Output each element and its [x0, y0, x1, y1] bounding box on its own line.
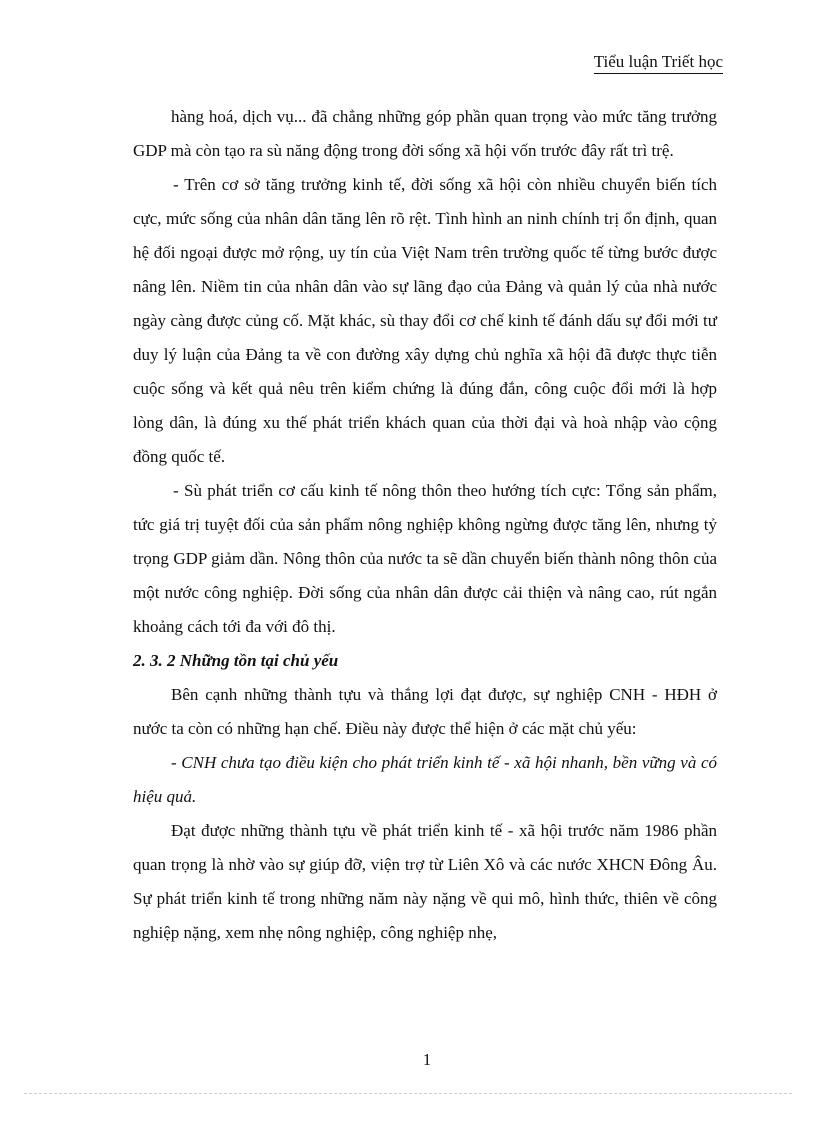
page-header-title: Tiểu luận Triết học: [594, 52, 723, 74]
paragraph-2: - Trên cơ sở tăng trưởng kinh tế, đời sống xã hội còn nhiều chuyển biến tích cực, mức sống của nhân dân tăng lên rõ rệt. Tình hình an ninh chính trị ổn định, quan hệ đối ngoại được mở rộng, uy tín của Việt Nam trên trường quốc tế từng bước được nâng lên. Niềm tin của nhân dân vào sự lãng đạo của Đảng và quản lý của nhà nước ngày càng được củng cố. Mặt khác, sù thay đổi cơ chế kinh tế đánh dấu sự đổi mới tư duy lý luận của Đảng ta về con đường xây dựng chủ nghĩa xã hội đã được thực tiễn cuộc sống và kết quả nêu trên kiểm chứng là đúng đắn, công cuộc đổi mới là hợp lòng dân, là đúng xu thế phát triển khách quan của thời đại và hoà nhập vào cộng đồng quốc tế.: [133, 175, 717, 466]
paragraph-6: Đạt được những thành tựu về phát triển kinh tế - xã hội trước năm 1986 phần quan trọng là nhờ vào sự giúp đỡ, viện trợ từ Liên Xô và các nước XHCN Đông Âu. Sự phát triển kinh tế trong những năm này nặng về qui mô, hình thức, thiên về công nghiệp nặng, xem nhẹ nông nghiệp, công nghiệp nhẹ,: [133, 821, 717, 942]
page-bottom-divider: [24, 1093, 792, 1094]
section-heading: 2. 3. 2 Những tồn tại chủ yếu: [133, 651, 339, 670]
paragraph-5: - CNH chưa tạo điều kiện cho phát triển kinh tế - xã hội nhanh, bền vững và có hiệu quả.: [133, 753, 717, 806]
page-number: 1: [422, 1050, 432, 1069]
paragraph-1: hàng hoá, dịch vụ... đã chẳng những góp phần quan trọng vào mức tăng trưởng GDP mà còn tạo ra sù năng động trong đời sống xã hội vốn trước đây rất trì trệ.: [133, 107, 717, 160]
paragraph-4: Bên cạnh những thành tựu và thắng lợi đạt được, sự nghiệp CNH - HĐH ở nước ta còn có những hạn chế. Điều này được thể hiện ở các mặt chủ yếu:: [133, 685, 717, 738]
paragraph-3: - Sù phát triển cơ cấu kinh tế nông thôn theo hướng tích cực: Tổng sản phẩm, tức giá trị tuyệt đối của sản phẩm nông nghiệp không ngừng được tăng lên, nhưng tỷ trọng GDP giảm dần. Nông thôn của nước ta sẽ dần chuyển biến thành nông thôn của một nước công nghiệp. Đời sống của nhân dân được cải thiện và nâng cao, rút ngắn khoảng cách tới đa với đô thị.: [133, 481, 717, 636]
document-body: [133, 100, 717, 950]
